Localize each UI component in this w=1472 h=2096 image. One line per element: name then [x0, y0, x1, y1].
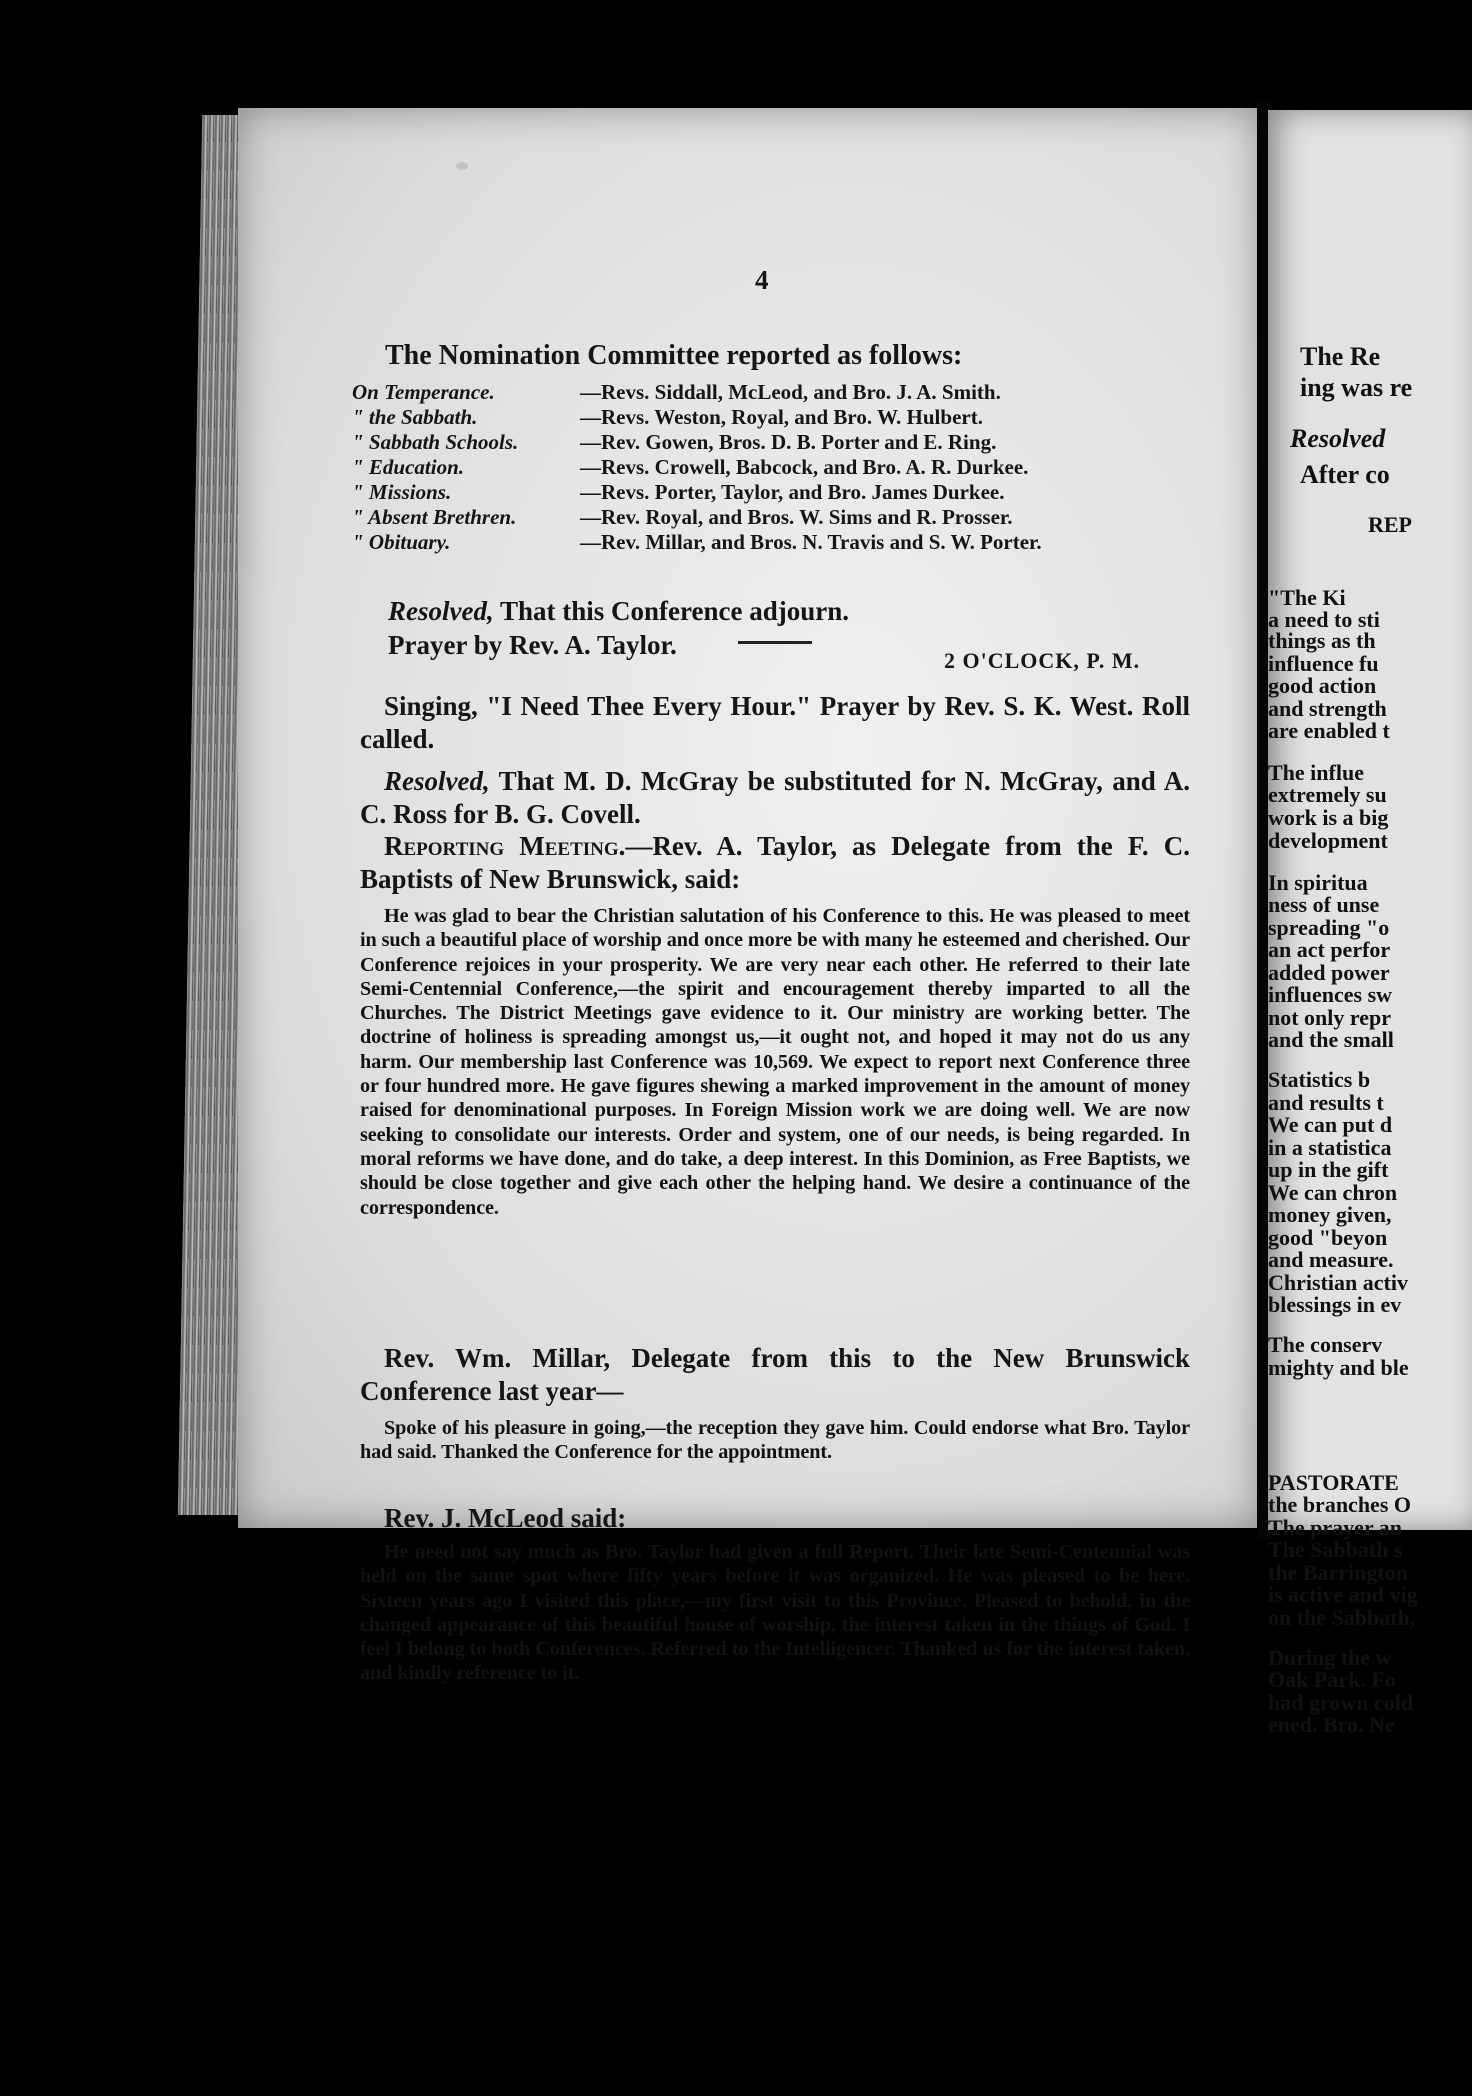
committee-row	[352, 530, 1042, 555]
committee-intro: The Nomination Committee reported as follows:	[385, 340, 963, 371]
right-page-line: mighty and ble	[1268, 1355, 1409, 1380]
committee-label: " Sabbath Schools.	[352, 430, 519, 454]
resolved-substitution	[360, 765, 1190, 831]
millar-speech: Spoke of his pleasure in going,—the reception they gave him. Could endorse what Bro. Taylor had said. Thanked the Conference for the appointment.	[360, 1417, 1190, 1464]
right-page-line: extremely su	[1268, 782, 1387, 807]
millar-heading: Rev. Wm. Millar, Delegate from this to the New Brunswick Conference last year—	[360, 1343, 1190, 1406]
right-page-line: influences sw	[1268, 982, 1393, 1007]
reporting-heading: Reporting Meeting.	[384, 831, 626, 861]
right-page-line: During the w	[1268, 1645, 1392, 1670]
right-page-line: good "beyon	[1268, 1225, 1388, 1250]
committee-members: —Revs. Crowell, Babcock, and Bro. A. R. Durkee.	[580, 455, 1029, 479]
smudge-mark	[456, 162, 468, 170]
right-page-line: good action	[1268, 673, 1377, 698]
right-page-line: In spiritua	[1268, 870, 1368, 895]
right-page-line: ened. Bro. Ne	[1268, 1712, 1395, 1737]
right-page-line: and the small	[1268, 1027, 1394, 1052]
committee-members: —Rev. Royal, and Bros. W. Sims and R. Prosser.	[580, 505, 1013, 529]
committee-label: " the Sabbath.	[352, 405, 478, 429]
right-page-line: Oak Park. Fo	[1268, 1667, 1396, 1692]
right-page-line: We can chron	[1268, 1180, 1398, 1205]
right-page	[1268, 110, 1472, 1737]
right-page-line: are enabled t	[1268, 718, 1390, 743]
committee-row	[352, 455, 1028, 480]
right-page-line: influence fu	[1268, 651, 1379, 676]
right-page-line: REP	[1368, 512, 1412, 537]
committee-members: —Rev. Gowen, Bros. D. B. Porter and E. Ring.	[580, 430, 997, 454]
committee-label: " Missions.	[352, 480, 452, 504]
right-page-line: money given,	[1268, 1202, 1392, 1227]
right-page-line: is active and vig	[1268, 1582, 1418, 1607]
right-page-line: spreading "o	[1268, 915, 1390, 940]
right-page-line: We can put d	[1268, 1112, 1393, 1137]
right-page-line: PASTORATE	[1268, 1470, 1399, 1495]
committee-row	[352, 480, 1004, 505]
reporting-text: —Rev. A. Taylor, as Delegate from the F. C. Baptists of New Brunswick, said:	[360, 831, 1191, 894]
taylor-speech: He was glad to bear the Christian salutation of his Conference to this. He was pleased to meet in such a beautiful place of worship and once more be with many he esteemed and cherished. Our Conference rejoices in your prosperity. We are very near each other. He referred to their late Semi-Centennial Conference,—the spirit and encouragement thereby imparted to all the Churches. The District Meetings gave evidence to it. Our ministry are working better. The doctrine of holiness is spreading amongst us,—it ought not, and hoped it may not do us any harm. Our membership last Conference was 10,569. We expect to report next Conference three or four hundred more. He gave figures shewing a marked improvement in the amount of money raised for denominational purposes. In Foreign Mission work we are doing well. We are now seeking to consolidate our interests. Order and system, one of our needs, is being regarded. In moral reforms we have done, and do take, a deep interest. In this Dominion, as Free Baptists, we should be close together and give each other the helping hand. We desire a continuance of the correspondence.	[360, 905, 1190, 1219]
right-page-line: added power	[1268, 960, 1390, 985]
committee-row	[352, 380, 1001, 405]
committee-members: —Revs. Porter, Taylor, and Bro. James Durkee.	[580, 480, 1005, 504]
committee-label: On Temperance.	[352, 380, 495, 404]
right-page-line: The prayer an	[1268, 1515, 1403, 1540]
resolved-text: That this Conference adjourn.	[493, 596, 850, 626]
reporting-meeting	[360, 830, 1190, 896]
committee-row	[352, 405, 983, 430]
right-page-line: had grown cold	[1268, 1690, 1414, 1715]
right-page-line: The Re	[1300, 342, 1381, 371]
right-page-line: Statistics b	[1268, 1067, 1371, 1092]
right-page-line: The influe	[1268, 760, 1364, 785]
mcleod-heading: Rev. J. McLeod said:	[384, 1503, 627, 1533]
right-page-line: ing was re	[1300, 373, 1413, 402]
committee-row	[352, 505, 1013, 530]
right-page-line: and strength	[1268, 696, 1387, 721]
committee-label: " Obituary.	[352, 530, 451, 554]
right-page-line: "The Ki	[1268, 585, 1346, 610]
right-page-line: blessings in ev	[1268, 1292, 1402, 1317]
committee-label: " Absent Brethren.	[352, 505, 517, 529]
right-page-line: After co	[1300, 460, 1390, 489]
committee-label: " Education.	[352, 455, 465, 479]
afternoon-time: 2 O'CLOCK, P. M.	[944, 648, 1141, 673]
right-page-line: up in the gift	[1268, 1157, 1389, 1182]
resolved-text: That M. D. McGray be substituted for N. McGray, and A. C. Ross for B. G. Covell.	[360, 766, 1190, 829]
right-page-line: the Barrington	[1268, 1560, 1408, 1585]
smudge-mark	[380, 1780, 398, 1786]
committee-members: —Revs. Siddall, McLeod, and Bro. J. A. Smith.	[580, 380, 1001, 404]
mcleod-speech: He need not say much as Bro. Taylor had given a full Report. Their late Semi-Centennial was held on the same spot where fifty years before it was organized. He was pleased to be here. Sixteen years ago I visited this place,—my first visit to this Province. Pleased to behold, in the changed appearance of this beautiful house of worship, the interest taken in the things of God. I feel I belong to both Conferences. Referred to the Intelligencer. Thanked us for the interest taken, and kindly reference to it.	[360, 1541, 1190, 1685]
right-page-line: The Sabbath s	[1268, 1537, 1403, 1562]
right-page-line: Resolved	[1290, 424, 1386, 453]
right-page-line: things as th	[1268, 628, 1376, 653]
right-page-line: not only repr	[1268, 1005, 1392, 1030]
right-page-line: a need to sti	[1268, 607, 1380, 632]
right-page-line: in a statistica	[1268, 1135, 1392, 1160]
resolved-adjourn	[388, 596, 849, 627]
right-page-line: Christian activ	[1268, 1270, 1408, 1295]
right-page-line: an act perfor	[1268, 937, 1391, 962]
resolved-word: Resolved,	[388, 596, 494, 626]
singing-paragraph: Singing, "I Need Thee Every Hour." Prayer by Rev. S. K. West. Roll called.	[360, 691, 1190, 754]
committee-row	[352, 430, 996, 455]
resolved-word: Resolved,	[384, 766, 490, 796]
right-page-line: development	[1268, 828, 1388, 853]
committee-members: —Rev. Millar, and Bros. N. Travis and S. W. Porter.	[580, 530, 1042, 554]
right-page-line: the branches O	[1268, 1492, 1411, 1517]
right-page-line: The conserv	[1268, 1332, 1383, 1357]
right-page-line: ness of unse	[1268, 892, 1380, 917]
page-number: 4	[755, 265, 769, 295]
right-page-line: on the Sabbath,	[1268, 1605, 1416, 1630]
right-page-line: work is a big	[1268, 805, 1389, 830]
committee-members: —Revs. Weston, Royal, and Bro. W. Hulbert.	[580, 405, 983, 429]
right-page-line: and measure.	[1268, 1247, 1394, 1272]
prayer-line: Prayer by Rev. A. Taylor.	[388, 630, 677, 660]
right-page-line: and results t	[1268, 1090, 1384, 1115]
section-rule	[738, 641, 812, 644]
